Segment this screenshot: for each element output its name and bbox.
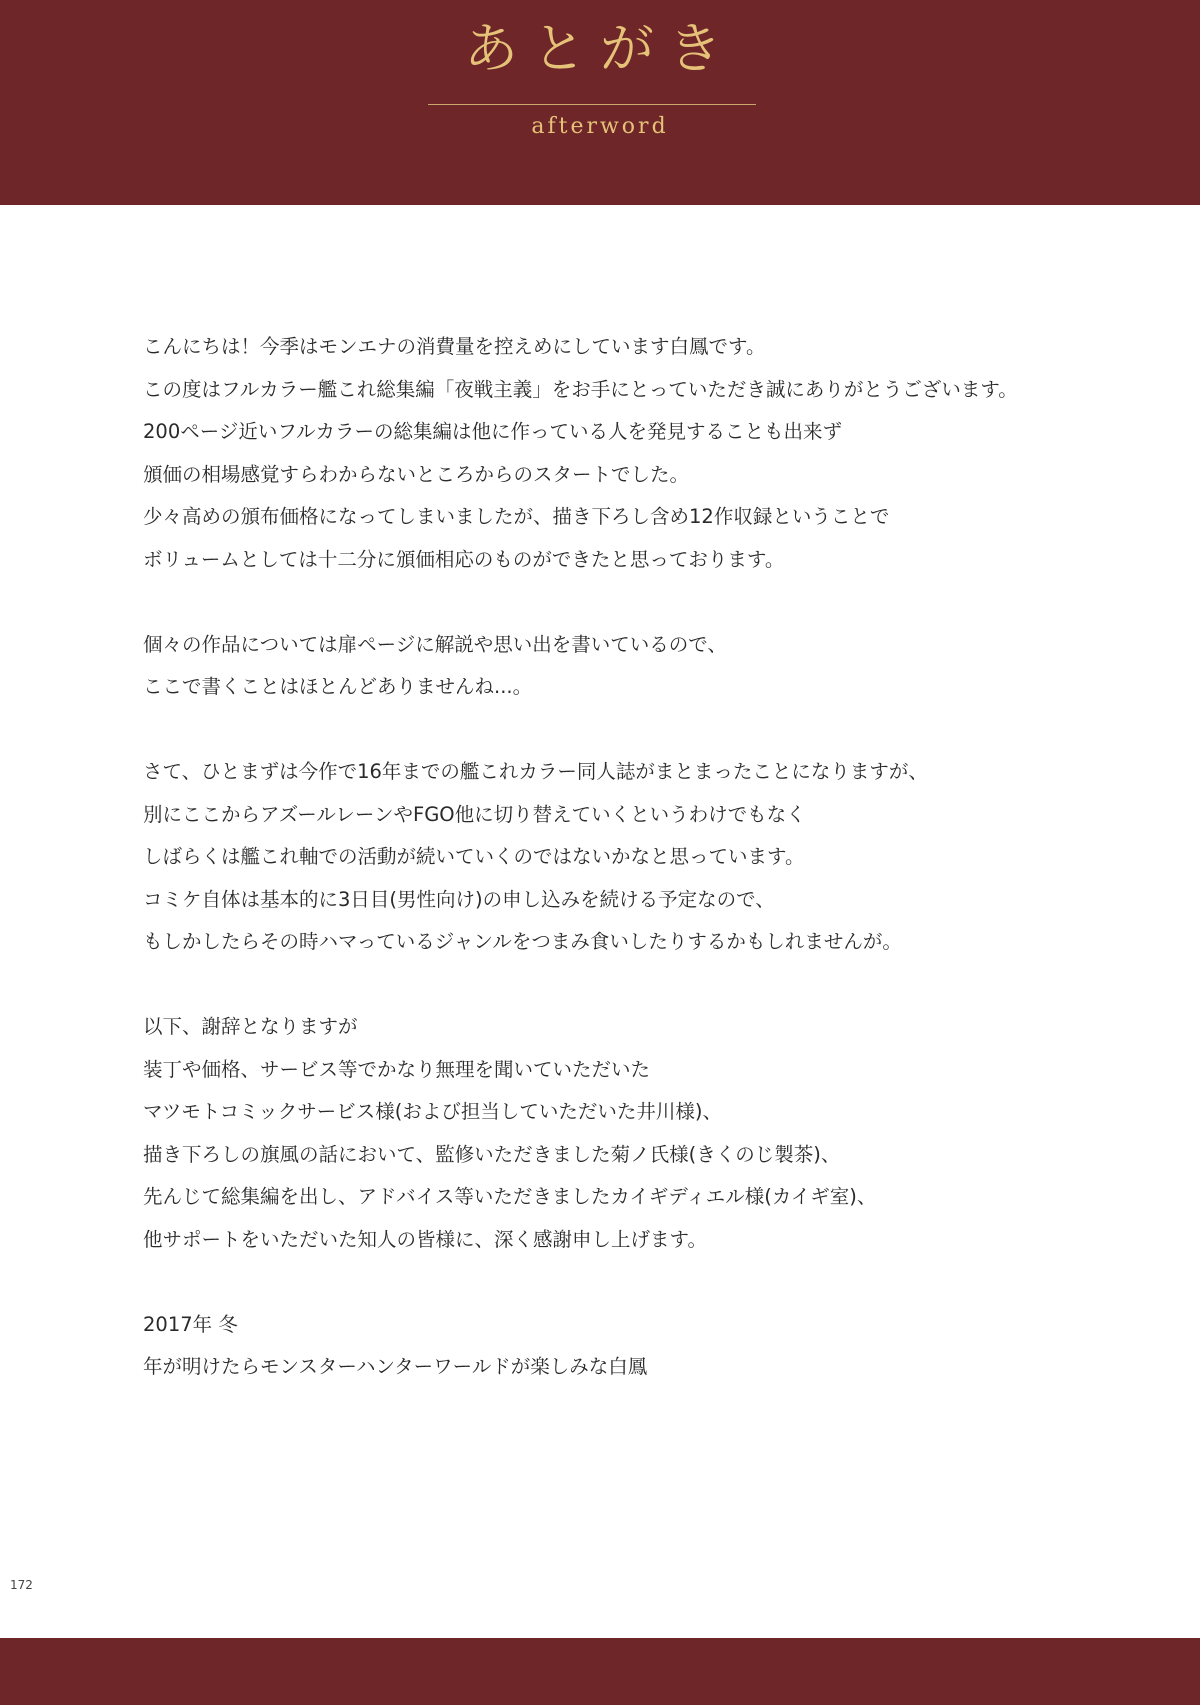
paragraph-gap <box>143 709 1143 752</box>
page-number: 172 <box>10 1578 33 1592</box>
body-line: 先んじて総集編を出し、アドバイス等いただきましたカイギディエル様(カイギ室)、 <box>143 1185 877 1208</box>
header-band <box>0 0 1200 205</box>
body-line: ボリュームとしては十二分に頒価相応のものができたと思っております。 <box>143 547 785 571</box>
body-line: しばらくは艦これ軸での活動が続いていくのではないかなと思っています。 <box>143 845 805 868</box>
page-title: あとがき <box>464 17 736 80</box>
body-line: こんにちは！今季はモンエナの消費量を控えめにしています白鳳です。 <box>143 335 766 358</box>
body-line: 頒価の相場感覚すらわからないところからのスタートでした。 <box>143 462 690 486</box>
title-divider <box>428 104 756 105</box>
page-subtitle: afterword <box>531 114 669 139</box>
body-line: コミケ自体は基本的に3日目(男性向け)の申し込みを続ける予定なので、 <box>143 887 775 911</box>
body-line: この度はフルカラー艦これ総集編「夜戦主義」をお手にとっていただき誠にありがとうございます。 <box>143 377 1018 401</box>
body-line: 別にここからアズールレーンやFGO他に切り替えていくというわけでもなく <box>143 802 806 826</box>
body-line: 描き下ろしの旗風の話において、監修いただきました菊ノ氏様(きくのじ製茶)、 <box>143 1142 841 1166</box>
paragraph-gap <box>143 581 1143 624</box>
body-line: もしかしたらその時ハマっているジャンルをつまみ食いしたりするかもしれませんが。 <box>143 930 902 953</box>
signature-date: 2017年 冬 <box>143 1312 238 1336</box>
body-line: 個々の作品については扉ページに解説や思い出を書いているので、 <box>143 632 727 656</box>
paragraph-gap <box>143 964 1143 1007</box>
body-line: 以下、謝辞となりますが <box>143 1015 358 1038</box>
body-line: 他サポートをいただいた知人の皆様に、深く感謝申し上げます。 <box>143 1227 707 1251</box>
paragraph-gap <box>143 1261 1143 1304</box>
body-line: ここで書くことはほとんどありませんね...。 <box>143 675 533 698</box>
body-line: マツモトコミックサービス様(および担当していただいた井川様)、 <box>143 1100 722 1123</box>
body-line: 少々高めの頒布価格になってしまいましたが、描き下ろし含め12作収録ということで <box>143 505 890 528</box>
body-line: 装丁や価格、サービス等でかなり無理を聞いていただいた <box>143 1057 651 1081</box>
footer-band <box>0 1638 1200 1705</box>
body-line: さて、ひとまずは今作で16年までの艦これカラー同人誌がまとまったことになりますが、 <box>143 760 928 783</box>
signature-line: 年が明けたらモンスターハンターワールドが楽しみな白鳳 <box>143 1355 648 1378</box>
body-line: 200ページ近いフルカラーの総集編は他に作っている人を発見することも出来ず <box>143 420 843 443</box>
afterword-body <box>143 326 1143 1389</box>
